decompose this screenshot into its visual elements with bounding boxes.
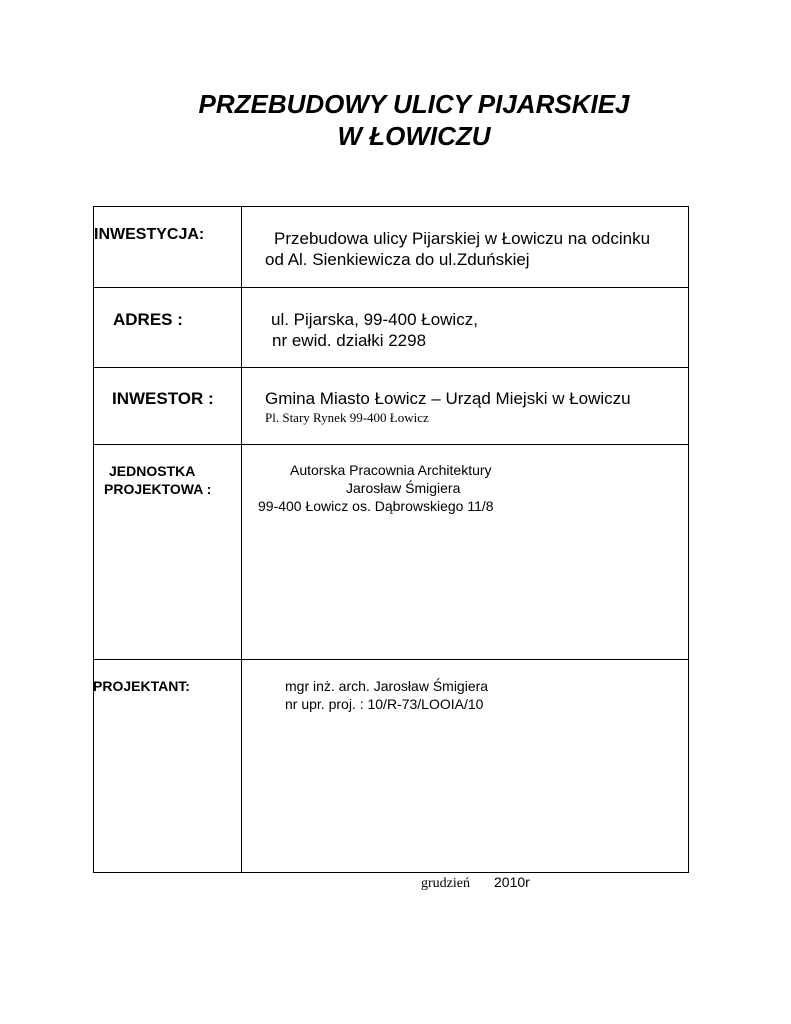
jednostka-label-line-2: PROJEKTOWA : <box>104 481 212 497</box>
adres-line-2: nr ewid. działki 2298 <box>272 331 427 350</box>
row-divider <box>94 659 688 660</box>
inwestycja-line-2: od Al. Sienkiewicza do ul.Zduńskiej <box>265 250 530 269</box>
inwestor-line-2: Pl. Stary Rynek 99-400 Łowicz <box>265 410 429 425</box>
jednostka-label-line-1: JEDNOSTKA <box>109 463 196 479</box>
date-year: 2010r <box>494 874 530 890</box>
jednostka-line-3: 99-400 Łowicz os. Dąbrowskiego 11/8 <box>258 498 494 514</box>
inwestor-line-1: Gmina Miasto Łowicz – Urząd Miejski w Łowiczu <box>265 389 631 408</box>
date-month: grudzień <box>421 876 470 891</box>
jednostka-line-2: Jarosław Śmigiera <box>346 480 461 496</box>
inwestor-label: INWESTOR : <box>112 389 214 408</box>
projektant-line-2: nr upr. proj. : 10/R-73/LOOIA/10 <box>285 696 484 712</box>
row-divider <box>94 444 688 445</box>
inwestycja-label: INWESTYCJA: <box>94 226 205 243</box>
projektant-label: PROJEKTANT: <box>93 678 190 694</box>
inwestycja-line-1: Przebudowa ulicy Pijarskiej w Łowiczu na odcinku <box>274 229 651 248</box>
row-divider <box>94 367 688 368</box>
info-table <box>93 206 689 873</box>
jednostka-line-1: Autorska Pracownia Architektury <box>290 462 492 478</box>
row-divider <box>94 287 688 288</box>
adres-label: ADRES : <box>113 310 183 329</box>
title-line-2: W ŁOWICZU <box>337 121 491 151</box>
adres-line-1: ul. Pijarska, 99-400 Łowicz, <box>271 310 478 329</box>
column-divider <box>241 207 242 872</box>
title-line-1: PRZEBUDOWY ULICY PIJARSKIEJ <box>198 89 630 119</box>
projektant-line-1: mgr inż. arch. Jarosław Śmigiera <box>285 678 489 694</box>
